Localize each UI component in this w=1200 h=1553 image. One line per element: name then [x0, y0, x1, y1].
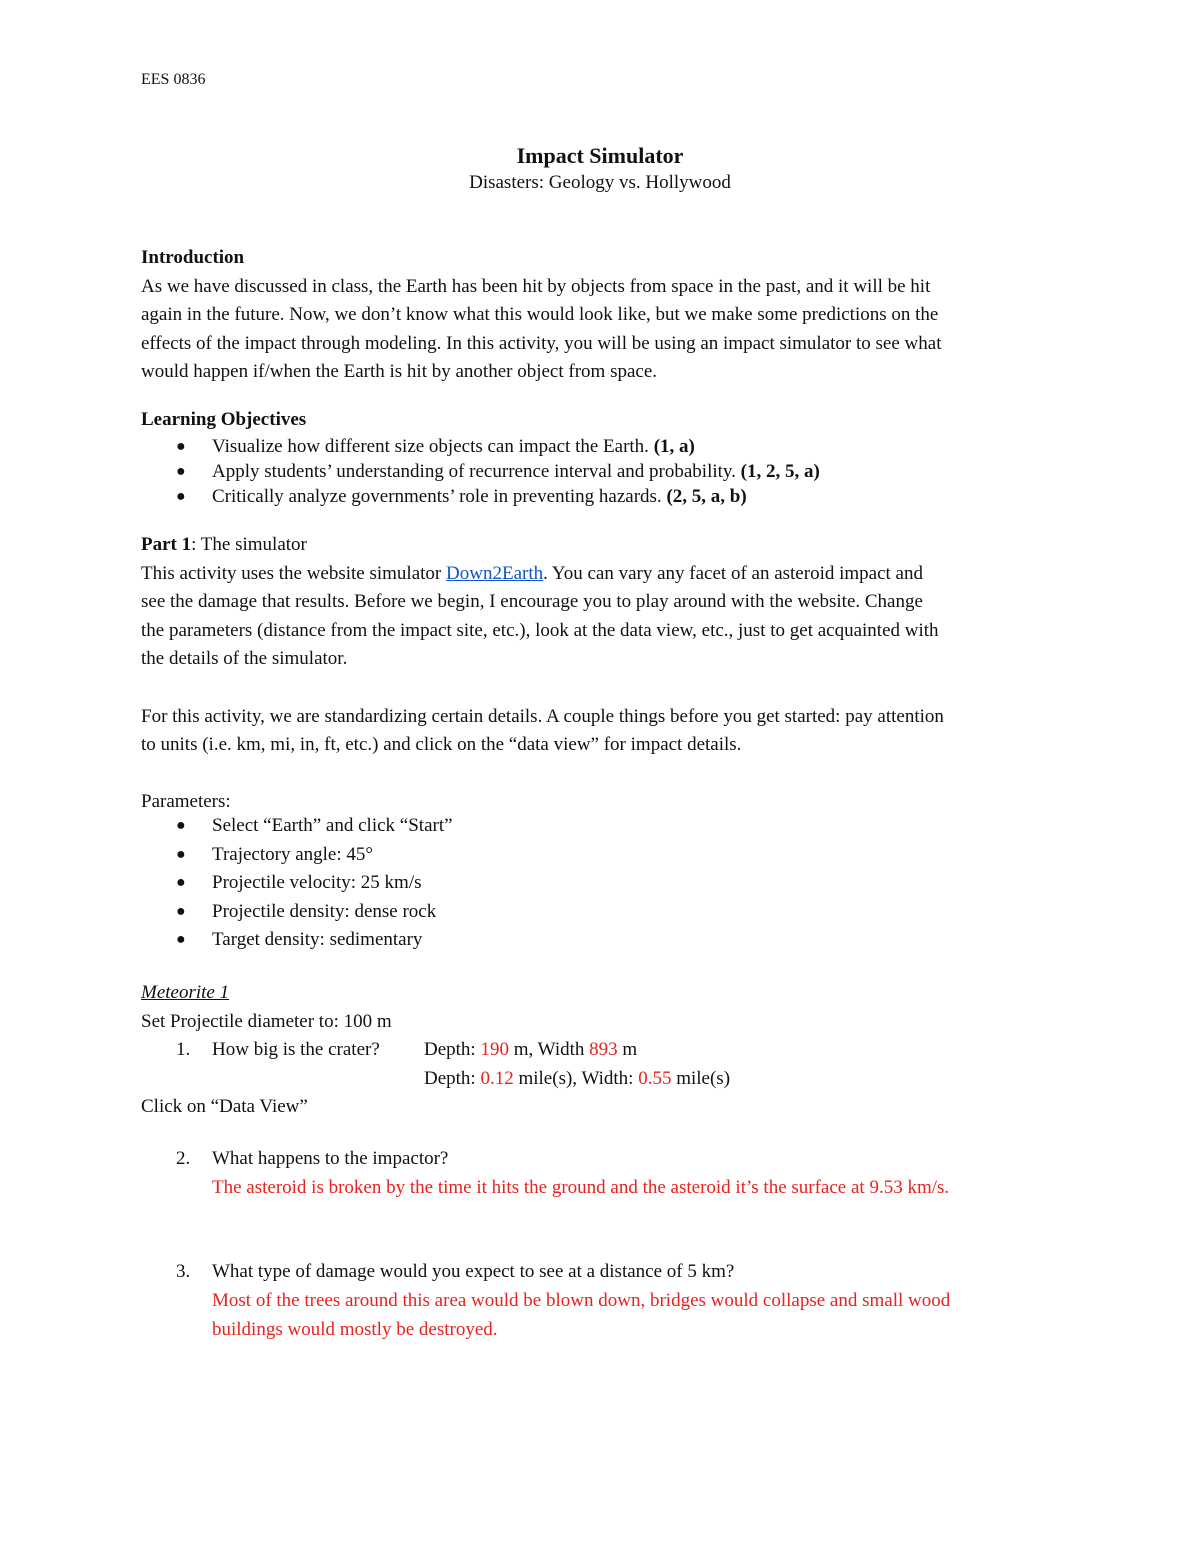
question-text: What type of damage would you expect to see at a distance of 5 km?: [212, 1261, 735, 1282]
intro-line: effects of the impact through modeling. In this activity, you will be using an impact simulator to see what: [141, 332, 942, 354]
bullet-icon: ●: [176, 845, 186, 863]
question-number: 1.: [176, 1039, 191, 1060]
list-item: ● Target density: sedimentary: [141, 926, 1071, 955]
bullet-icon: ●: [176, 902, 186, 920]
intro-line: As we have discussed in class, the Earth has been hit by objects from space in the past, and it will be hit: [141, 275, 931, 297]
bullet-icon: ●: [176, 463, 186, 480]
parameters-list: [141, 812, 1071, 955]
list-item: ● Trajectory angle: 45°: [141, 841, 1071, 870]
objective-tag: (1, a): [653, 436, 695, 457]
introduction-section: [141, 244, 1071, 387]
answer-2: The asteroid is broken by the time it hits the ground and the asteroid it’s the surface at 9.53 km/s.: [212, 1177, 950, 1198]
bullet-icon: ●: [176, 874, 186, 892]
question-text: How big is the crater?: [212, 1039, 380, 1060]
part1-section: [141, 531, 1071, 817]
objective-tag: (1, 2, 5, a): [740, 461, 820, 482]
part1-line: This activity uses the website simulator Down2Earth. You can vary any facet of an asteroid impact and: [141, 562, 923, 584]
list-item: ● Projectile density: dense rock: [141, 898, 1071, 927]
question-number: 3.: [176, 1261, 191, 1282]
bullet-icon: ●: [176, 488, 186, 505]
page-title: Impact Simulator: [516, 143, 684, 168]
bullet-icon: ●: [176, 931, 186, 949]
introduction-heading: Introduction: [141, 247, 245, 268]
part1-line: see the damage that results. Before we begin, I encourage you to play around with the website. Change: [141, 591, 923, 613]
list-item: ● Visualize how different size objects can impact the Earth. (1, a): [176, 436, 695, 457]
click-data-view-line: Click on “Data View”: [141, 1096, 308, 1117]
width-mi-answer: 0.55: [638, 1068, 672, 1089]
down2earth-link[interactable]: Down2Earth: [446, 562, 544, 584]
bullet-icon: ●: [176, 438, 186, 455]
width-m-answer: 893: [589, 1039, 618, 1060]
question-text: What happens to the impactor?: [212, 1148, 449, 1169]
crater-miles: Depth: 0.12 mile(s), Width: 0.55 mile(s): [424, 1068, 731, 1089]
answer-3: Most of the trees around this area would be blown down, bridges would collapse and small wood buildings would mostly be destroyed.: [212, 1290, 951, 1340]
standard-line: to units (i.e. km, mi, in, ft, etc.) and click on the “data view” for impact details.: [141, 734, 742, 756]
part1-heading: Part 1: The simulator: [141, 534, 307, 555]
depth-m-answer: 190: [480, 1039, 509, 1060]
part1-line: the details of the simulator.: [141, 648, 348, 670]
list-item: ● Apply students’ understanding of recurrence interval and probability. (1, 2, 5, a): [176, 461, 820, 482]
intro-line: would happen if/when the Earth is hit by another object from space.: [141, 361, 658, 383]
bullet-icon: ●: [176, 817, 186, 834]
set-diameter-line: Set Projectile diameter to: 100 m: [141, 1010, 392, 1032]
page-subtitle: Disasters: Geology vs. Hollywood: [469, 172, 731, 193]
crater-meters: Depth: 190 m, Width 893 m: [424, 1039, 638, 1060]
objectives-list: [141, 434, 1071, 509]
list-item: ● Select “Earth” and click “Start”: [141, 812, 1071, 841]
course-code: EES 0836: [141, 71, 206, 88]
question-number: 2.: [176, 1148, 191, 1169]
list-item: ● Projectile velocity: 25 km/s: [141, 869, 1071, 898]
intro-line: again in the future. Now, we don’t know what this would look like, but we make some predictions on the: [141, 304, 939, 326]
part1-line: the parameters (distance from the impact site, etc.), look at the data view, etc., just to get acquainted with: [141, 619, 939, 641]
meteorite-title: Meteorite 1: [141, 982, 230, 1003]
depth-mi-answer: 0.12: [480, 1068, 514, 1089]
parameters-heading: Parameters:: [141, 791, 231, 813]
standard-line: For this activity, we are standardizing certain details. A couple things before you get started: pay attention: [141, 705, 944, 727]
objective-tag: (2, 5, a, b): [666, 486, 747, 507]
meteorite1-section: [141, 979, 1071, 1036]
list-item: ● Critically analyze governments’ role in preventing hazards. (2, 5, a, b): [176, 486, 747, 507]
objectives-heading: Learning Objectives: [141, 409, 307, 430]
